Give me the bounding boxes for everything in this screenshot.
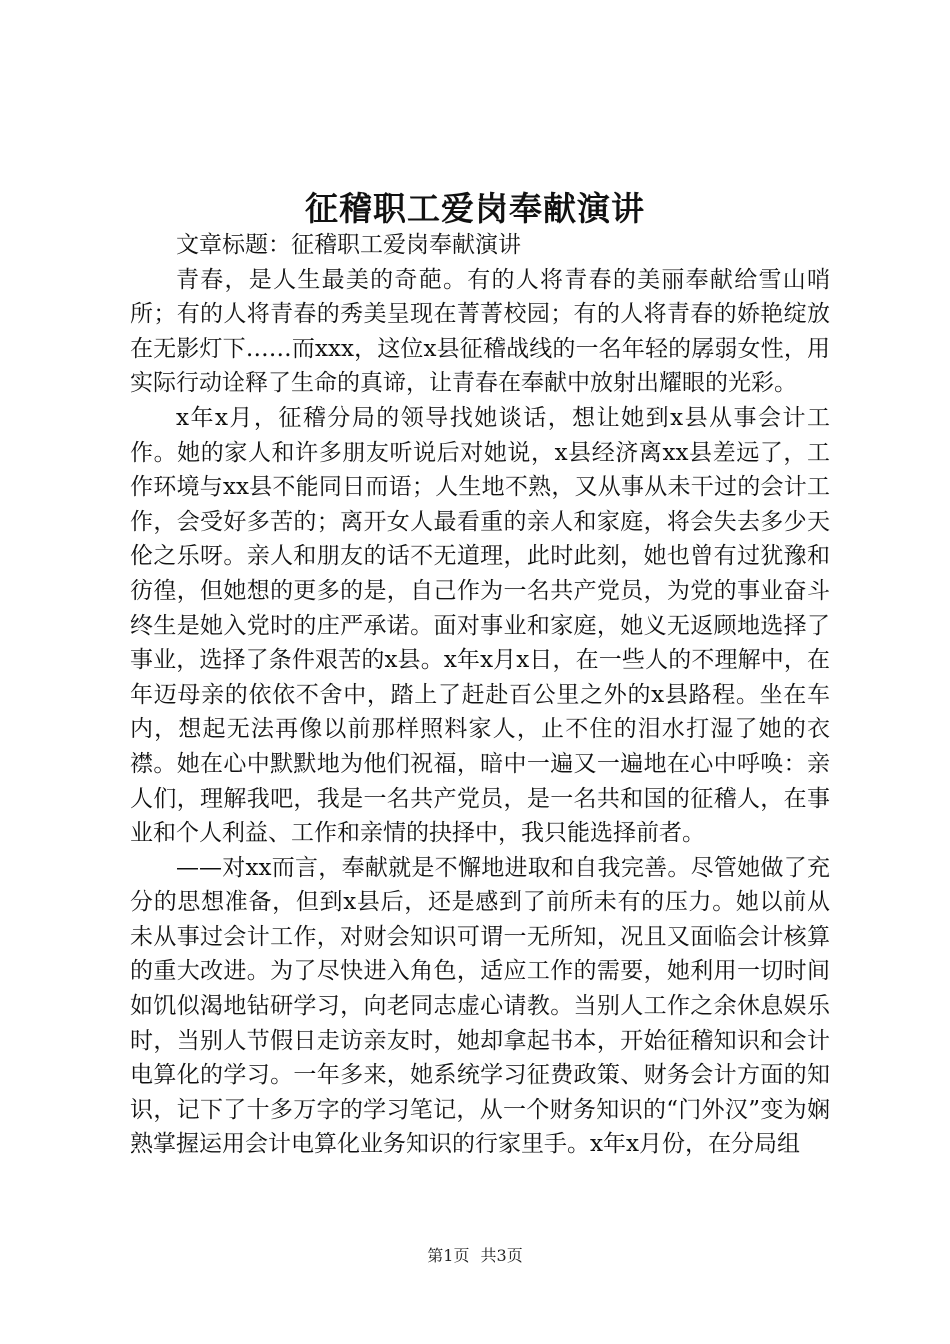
page-total: 共3页 [480, 1246, 523, 1265]
document-body [130, 228, 830, 1162]
paragraph: 青春，是人生最美的奇葩。有的人将青春的美丽奉献给雪山哨所；有的人将青春的秀美呈现在菁菁校园；有的人将青春的娇艳绽放在无影灯下……而xxx，这位x县征稽战线的一名年轻的孱弱女性，用实际行动诠释了生命的真谛，让青春在奉献中放射出耀眼的光彩。 [130, 266, 830, 397]
paragraph: x年x月，征稽分局的领导找她谈话，想让她到x县从事会计工作。她的家人和许多朋友听说后对她说，x县经济离xx县差远了，工作环境与xx县不能同日而语；人生地不熟，又从事从未干过的会计工作，会受好多苦的；离开女人最看重的亲人和家庭，将会失去多少天伦之乐呀。亲人和朋友的话不无道理，此时此刻，她也曾有过犹豫和彷徨，但她想的更多的是，自己作为一名共产党员，为党的事业奋斗终生是她入党时的庄严承诺。面对事业和家庭，她义无返顾地选择了事业，选择了条件艰苦的x县。x年x月x日，在一些人的不理解中，在年迈母亲的依依不舍中，踏上了赶赴百公里之外的x县路程。坐在车内，想起无法再像以前那样照料家人，止不住的泪水打湿了她的衣襟。她在心中默默地为他们祝福，暗中一遍又一遍地在心中呼唤：亲人们，理解我吧，我是一名共产党员，是一名共和国的征稽人，在事业和个人利益、工作和亲情的抉择中，我只能选择前者。 [130, 404, 830, 847]
article-title-line: 文章标题：征稽职工爱岗奉献演讲 [176, 232, 521, 258]
paragraph: ——对xx而言，奉献就是不懈地进取和自我完善。尽管她做了充分的思想准备，但到x县后，还是感到了前所未有的压力。她以前从未从事过会计工作，对财会知识可谓一无所知，况且又面临会计核算的重大改进。为了尽快进入角色，适应工作的需要，她利用一切时间如饥似渴地钻研学习，向老同志虚心请教。当别人工作之余休息娱乐时，当别人节假日走访亲友时，她却拿起书本，开始征稽知识和会计电算化的学习。一年多来，她系统学习征费政策、财务会计方面的知识，记下了十多万字的学习笔记，从一个财务知识的“门外汉”变为娴熟掌握运用会计电算化业务知识的行家里手。x年x月份，在分局组 [130, 854, 830, 1158]
page-footer [0, 1243, 950, 1266]
document-title: 征稽职工爱岗奉献演讲 [305, 189, 645, 228]
page-number: 第1页 [427, 1246, 470, 1265]
